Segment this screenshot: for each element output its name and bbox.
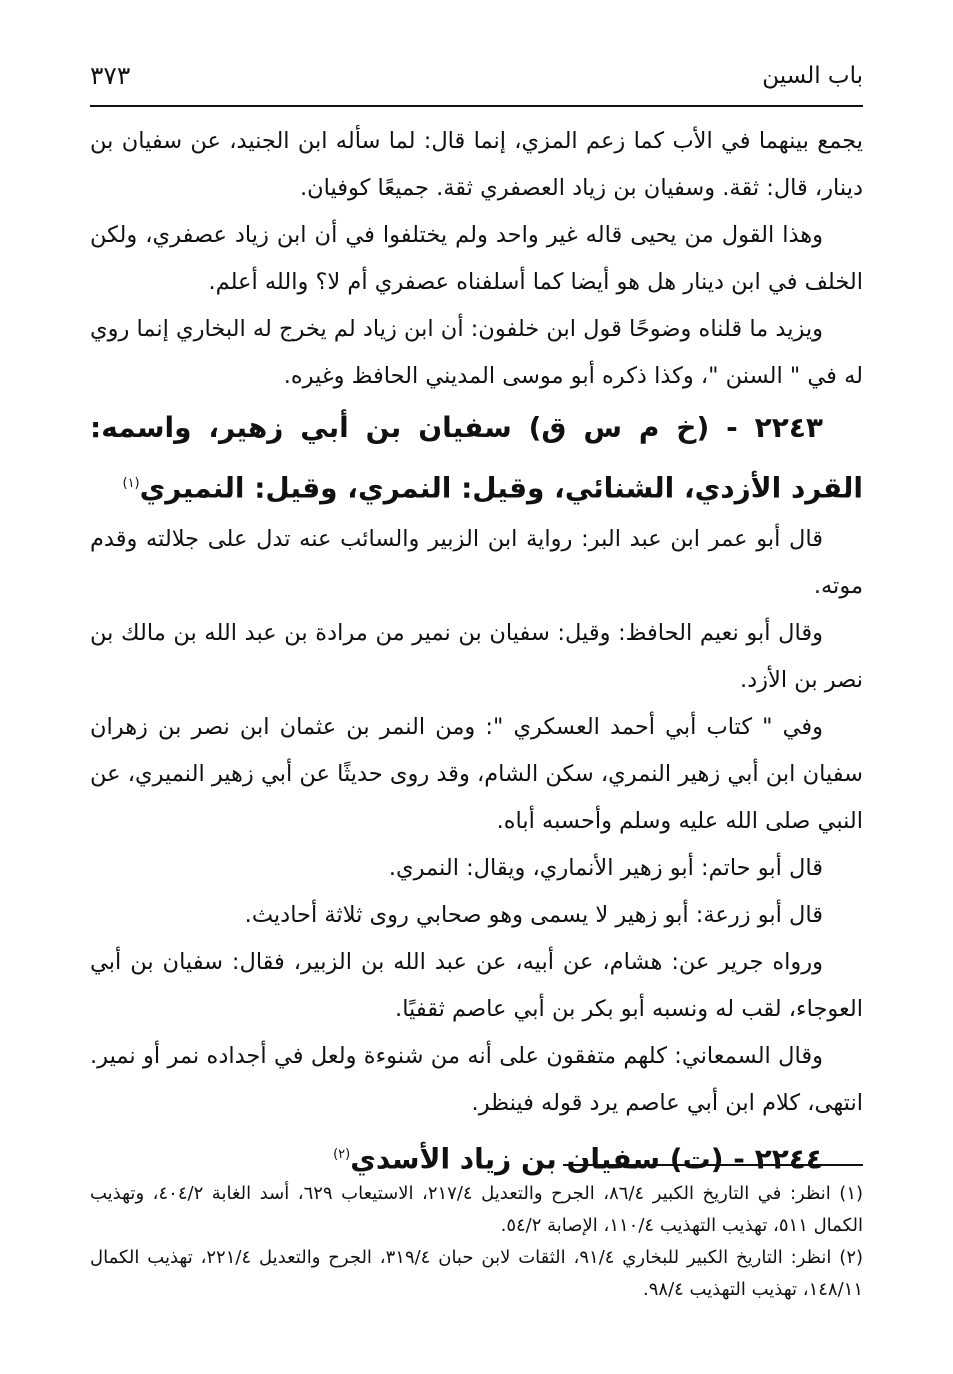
footnotes [90,1178,863,1306]
paragraph-6: وفي " كتاب أبي أحمد العسكري ": ومن النمر بن عثمان ابن نصر بن زهران سفيان ابن أبي زهير النمري، سكن الشام، وقد روى حديثًا عن أبي زهير النميري، عن النبي صلى الله عليه وسلم وأحسبه أباه. [90,714,863,835]
page-number: ٣٧٣ [90,61,131,90]
paragraph-3: ويزيد ما قلناه وضوحًا قول ابن خلفون: أن ابن زياد لم يخرج له البخاري إنما روي له في " السنن "، وكذا ذكره أبو موسى المديني الحافظ وغيره. [90,316,863,389]
running-header [90,55,863,107]
chapter-title: باب السين [762,63,863,89]
paragraph-2: وهذا القول من يحيى قاله غير واحد ولم يختلفوا في أن ابن زياد عصفري، ولكن الخلف في ابن دينار هل هو أيضا كما أسلفناه عصفري أم لا؟ والله أعلم. [90,222,863,295]
footnote-2: (٢) انظر: التاريخ الكبير للبخاري ٩١/٤، الثقات لابن حبان ٣١٩/٤، الجرح والتعديل ٢٢١/٤، تهذيب الكمال ١٤٨/١١، تهذيب التهذيب ٩٨/٤. [90,1247,864,1300]
entry-heading-text: ٢٢٤٣ - (خ م س ق) سفيان بن أبي زهير، واسمه: القرد الأزدي، الشنائي، وقيل: النمري، وقيل: النميري [90,411,863,505]
paragraph-9: ورواه جرير عن: هشام، عن أبيه، عن عبد الله بن الزبير، فقال: سفيان بن أبي العوجاء، لقب له ونسبه أبو بكر بن أبي عاصم ثقفيًا. [90,949,863,1023]
paragraph-4: قال أبو عمر ابن عبد البر: رواية ابن الزبير والسائب عنه تدل على جلالته وقدم موته. [90,526,863,600]
paragraph-10: وقال السمعاني: كلهم متفقون على أنه من شنوءة ولعل في أجداده نمر أو نمير. انتهى، كلام ابن أبي عاصم يرد قوله فينظر. [90,1043,863,1117]
paragraph-7: قال أبو حاتم: أبو زهير الأنماري، ويقال: النمري. [388,855,823,882]
entry-heading-2243 [90,400,863,516]
entry-heading-text: ٢٢٤٤ - (ت) سفيان بن زياد الأسدي [350,1142,823,1176]
footnote-marker-1: (١) [122,476,140,491]
main-text [90,118,863,1188]
footnote-marker-2: (٢) [333,1147,351,1163]
paragraph-1: يجمع بينهما في الأب كما زعم المزي، إنما قال: لما سأله ابن الجنيد، عن سفيان بن دينار، قال: ثقة. وسفيان بن زياد العصفري ثقة. جميعًا كوفيان. [90,128,863,201]
footnote-1: (١) انظر: في التاريخ الكبير ٨٦/٤، الجرح والتعديل ٢١٧/٤، الاستيعاب ٦٢٩، أسد الغابة ٤٠٤/٢، وتهذيب الكمال ٥١١، تهذيب التهذيب ١١٠/٤، الإصابة ٥٤/٢. [90,1183,864,1236]
paragraph-5: وقال أبو نعيم الحافظ: وقيل: سفيان بن نمير من مرادة بن عبد الله بن مالك بن نصر بن الأزد. [90,620,863,694]
paragraph-8: قال أبو زرعة: أبو زهير لا يسمى وهو صحابي روى ثلاثة أحاديث. [244,902,823,929]
footnote-separator [563,1164,863,1166]
